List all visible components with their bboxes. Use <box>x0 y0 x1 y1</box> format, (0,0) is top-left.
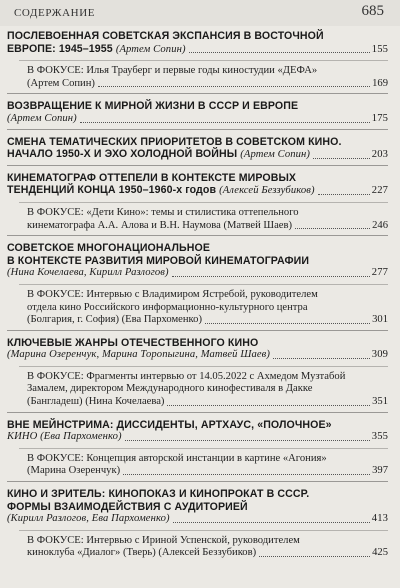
chapter-entry-line <box>7 184 388 198</box>
focus-page: 351 <box>372 396 388 408</box>
chapter-title <box>7 488 388 526</box>
chapter-title-line: КЛЮЧЕВЫЕ ЖАНРЫ ОТЕЧЕСТВЕННОГО КИНО <box>7 336 259 349</box>
chapter-title-text: КИНО (Ева Пархоменко) <box>7 431 122 443</box>
leader-dots <box>205 323 370 324</box>
chapter-page: 277 <box>371 267 388 279</box>
focus-text-line: В ФОКУСЕ: Илья Трауберг и первые годы киностудии «ДЕФА» <box>27 65 318 77</box>
chapter-title <box>7 419 388 444</box>
chapter-entry-line <box>7 113 388 126</box>
chapter-title-text: ТЕНДЕНЦИЙ КОНЦА 1950–1960-х годов <box>7 184 217 197</box>
leader-dots <box>313 158 370 159</box>
focus-text-line: В ФОКУСЕ: Фрагменты интервью от 14.05.2022 с Ахмедом Музтабой <box>27 370 346 382</box>
chapter-title-text: ЕВРОПЕ: 1945–1955 <box>7 42 113 55</box>
chapter-title-line: ВОЗВРАЩЕНИЕ К МИРНОЙ ЖИЗНИ В СССР И ЕВРОПЕ <box>7 100 299 113</box>
chapter-title-text: (Марина Озеренчук, Марина Торопыгина, Матвей Шаев) <box>7 349 270 361</box>
leader-dots <box>123 474 370 475</box>
chapter-title <box>7 337 388 362</box>
toc-chapter[interactable] <box>7 330 388 409</box>
chapter-entry-line <box>7 349 388 362</box>
focus-entry[interactable] <box>19 202 388 232</box>
chapter-title-line: ПОСЛЕВОЕННАЯ СОВЕТСКАЯ ЭКСПАНСИЯ В ВОСТОЧНОЙ <box>7 30 324 42</box>
focus-last-line: (Болгария, г. София) (Ева Пархоменко) <box>27 314 202 326</box>
leader-dots <box>167 405 370 406</box>
chapter-page: 155 <box>371 43 388 55</box>
chapter-entry-line <box>7 513 388 526</box>
chapter-entry-line <box>7 431 388 444</box>
focus-text-line: В ФОКУСЕ: Концепция авторской инстанции в картине «Агония» <box>27 452 327 464</box>
toc-chapter[interactable] <box>7 93 388 125</box>
focus-last-line: (Марина Озеренчук) <box>27 465 121 477</box>
chapter-title-last-line <box>7 349 270 362</box>
focus-text-line: В ФОКУСЕ: Интервью с Ириной Успенской, руководителем <box>27 534 300 546</box>
leader-dots <box>189 52 370 53</box>
chapter-title-line: СМЕНА ТЕМАТИЧЕСКИХ ПРИОРИТЕТОВ В СОВЕТСКОМ КИНО. <box>7 135 342 148</box>
chapter-title-text: (Артем Сопин) <box>7 112 77 124</box>
focus-text <box>19 535 388 560</box>
chapter-title <box>7 242 388 280</box>
chapter-title-line: ФОРМЫ ВЗАИМОДЕЙСТВИЯ С АУДИТОРИЕЙ <box>7 500 248 513</box>
focus-entry-line <box>27 78 388 91</box>
focus-page: 425 <box>372 547 388 559</box>
leader-dots <box>318 194 370 195</box>
chapter-author: (Артем Сопин) <box>115 43 186 55</box>
focus-text-line: В ФОКУСЕ: «Дети Кино»: темы и стилистика оттепельного <box>27 206 299 218</box>
chapter-title-line: СОВЕТСКОЕ МНОГОНАЦИОНАЛЬНОЕ <box>7 242 211 255</box>
focus-entry[interactable] <box>19 366 388 409</box>
toc-chapter[interactable] <box>7 26 388 90</box>
leader-dots <box>259 556 370 557</box>
focus-entry-line <box>27 396 388 409</box>
chapter-title-line: КИНО И ЗРИТЕЛЬ: КИНОПОКАЗ И КИНОПРОКАТ В СССР. <box>7 488 310 501</box>
table-of-contents <box>7 26 388 560</box>
chapter-title <box>7 100 388 125</box>
chapter-title-last-line <box>7 267 169 280</box>
focus-text <box>19 207 388 232</box>
leader-dots <box>125 440 370 441</box>
chapter-title <box>7 172 388 198</box>
toc-chapter[interactable] <box>7 481 388 560</box>
chapter-page: 309 <box>371 349 388 361</box>
focus-last-line: киноклуба «Диалог» (Тверь) (Алексей Беззубиков) <box>27 547 257 559</box>
leader-dots <box>80 122 370 123</box>
chapter-title-last-line <box>7 431 122 444</box>
focus-text <box>19 289 388 327</box>
toc-chapter[interactable] <box>7 165 388 232</box>
focus-entry[interactable] <box>19 60 388 90</box>
leader-dots <box>295 228 370 229</box>
chapter-entry-line <box>7 267 388 280</box>
chapter-title-last-line <box>7 184 315 198</box>
focus-page: 169 <box>372 77 388 89</box>
focus-text-line: В ФОКУСЕ: Интервью с Владимиром Ястребой, руководителем <box>27 288 318 300</box>
chapter-title-last-line <box>7 43 186 57</box>
chapter-entry-line <box>7 43 388 57</box>
focus-page: 397 <box>372 465 388 477</box>
focus-text <box>19 453 388 478</box>
chapter-title-line: В КОНТЕКСТЕ РАЗВИТИЯ МИРОВОЙ КИНЕМАТОГРАФИИ <box>7 254 310 267</box>
focus-entry[interactable] <box>19 448 388 478</box>
leader-dots <box>273 358 370 359</box>
chapter-page: 413 <box>371 513 388 525</box>
toc-chapter[interactable] <box>7 235 388 327</box>
header-title: СОДЕРЖАНИЕ <box>14 7 96 19</box>
focus-text-line: отдела кино Российского информационно-культурного центра <box>27 301 308 313</box>
leader-dots <box>98 86 370 87</box>
focus-text <box>19 65 388 90</box>
chapter-title-last-line <box>7 148 310 162</box>
focus-last-line: (Бангладеш) (Нина Кочелаева) <box>27 396 165 408</box>
chapter-title-last-line <box>7 113 77 126</box>
focus-last-line: кинематографа А.А. Алова и В.Н. Наумова (Матвей Шаев) <box>27 219 293 231</box>
chapter-page: 175 <box>371 112 388 124</box>
chapter-author: (Алексей Беззубиков) <box>219 185 315 197</box>
chapter-title-line: КИНЕМАТОГРАФ ОТТЕПЕЛИ В КОНТЕКСТЕ МИРОВЫХ <box>7 171 297 184</box>
chapter-author: (Артем Сопин) <box>240 149 311 161</box>
focus-text-line: Замалем, директором Международного кинофестиваля в Дакке <box>27 383 313 395</box>
page-number: 685 <box>361 3 384 19</box>
chapter-title <box>7 30 388 56</box>
chapter-page: 355 <box>371 431 388 443</box>
toc-chapter[interactable] <box>7 412 388 478</box>
leader-dots <box>173 522 370 523</box>
chapter-title-line: ВНЕ МЕЙНСТРИМА: ДИССИДЕНТЫ, АРТХАУС, «ПОЛОЧНОЕ» <box>7 418 332 431</box>
focus-text <box>19 371 388 409</box>
focus-entry-line <box>27 220 388 233</box>
focus-page: 301 <box>372 314 388 326</box>
chapter-title-text: (Нина Кочелаева, Кирилл Разлогов) <box>7 267 169 279</box>
chapter-entry-line <box>7 148 388 162</box>
leader-dots <box>172 276 370 277</box>
chapter-title-text: (Кирилл Разлогов, Ева Пархоменко) <box>7 513 170 525</box>
focus-last-line: (Артем Сопин) <box>27 77 95 89</box>
focus-entry[interactable] <box>19 284 388 327</box>
focus-entry-line <box>27 465 388 478</box>
focus-entry-line <box>27 547 388 560</box>
focus-entry-line <box>27 314 388 327</box>
chapter-title-last-line <box>7 513 170 526</box>
chapter-title <box>7 136 388 162</box>
toc-chapter[interactable] <box>7 129 388 162</box>
focus-entry[interactable] <box>19 530 388 560</box>
focus-page: 246 <box>372 219 388 231</box>
chapter-title-text: НАЧАЛО 1950-Х И ЭХО ХОЛОДНОЙ ВОЙНЫ <box>7 148 238 161</box>
running-header <box>0 0 400 26</box>
chapter-page: 227 <box>371 185 388 197</box>
chapter-page: 203 <box>371 149 388 161</box>
